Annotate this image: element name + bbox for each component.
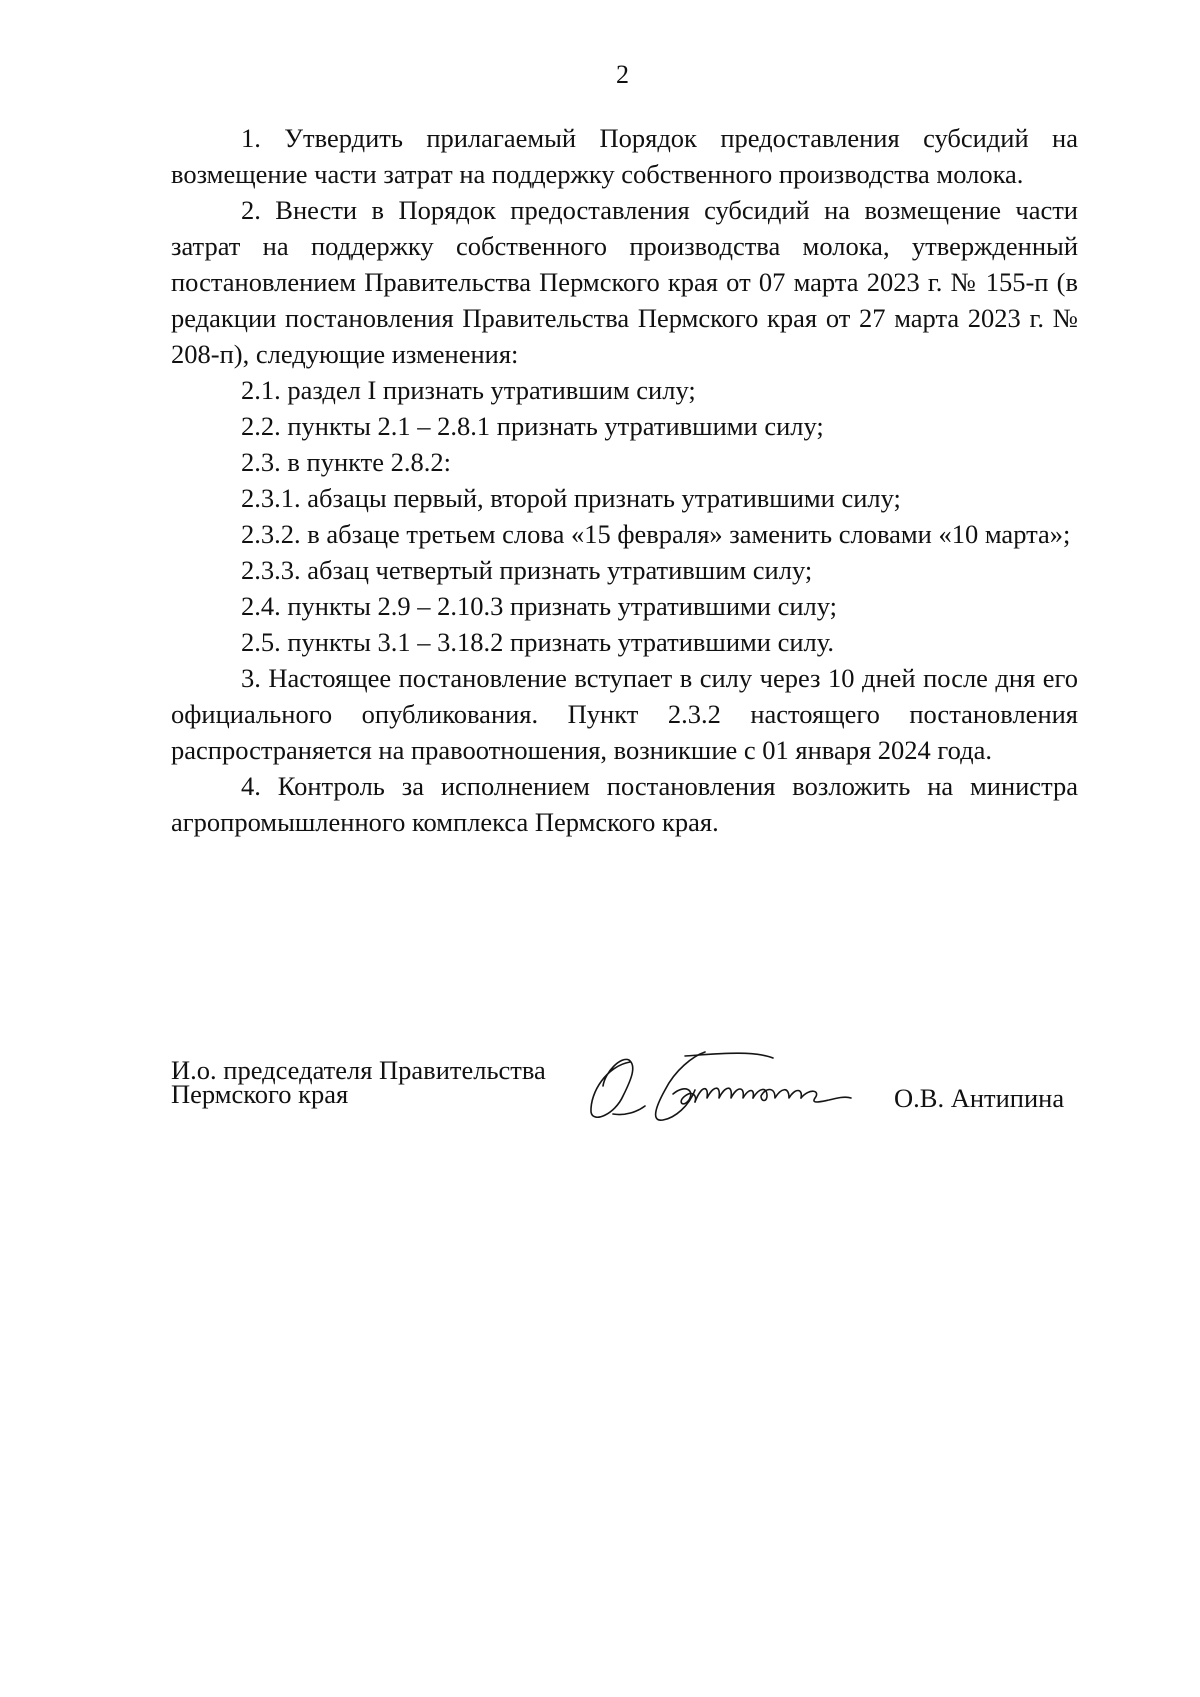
paragraph-2-5: 2.5. пункты 3.1 – 3.18.2 признать утратившими силу. (241, 627, 834, 657)
signatory-title (171, 1055, 546, 1109)
paragraph-2: 2. Внести в Порядок предоставления субсидий на возмещение части затрат на поддержку собственного производства молока, утвержденный постановлением Правительства Пермского края от 07 марта 2023 г. № 155-п (в редакции постановления Правительства Пермского края от 27 марта 2023 г. № 208-п), следующие изменения: (171, 195, 1078, 369)
paragraph-2-3-2: 2.3.2. в абзаце третьем слова «15 февраля» заменить словами «10 марта»; (241, 519, 1071, 549)
paragraph-1: 1. Утвердить прилагаемый Порядок предоставления субсидий на возмещение части затрат на поддержку собственного производства молока. (171, 123, 1078, 189)
paragraph-2-1: 2.1. раздел I признать утратившим силу; (241, 375, 696, 405)
paragraph-2-3: 2.3. в пункте 2.8.2: (241, 447, 451, 477)
signatory-name: О.В. Антипина (894, 1083, 1065, 1113)
paragraph-4: 4. Контроль за исполнением постановления возложить на министра агропромышленного комплекса Пермского края. (171, 771, 1078, 837)
signatory-title-line-2: Пермского края (171, 1079, 349, 1109)
paragraph-3: 3. Настоящее постановление вступает в силу через 10 дней после дня его официального опубликования. Пункт 2.3.2 настоящего постановления распространяется на правоотношения, возникшие с 01 января 2024 года. (171, 663, 1078, 765)
document-body (171, 120, 1078, 840)
paragraph-2-4: 2.4. пункты 2.9 – 2.10.3 признать утратившими силу; (241, 591, 838, 621)
handwritten-signature (585, 1050, 895, 1124)
page-number: 2 (616, 60, 629, 89)
paragraph-2-3-1: 2.3.1. абзацы первый, второй признать утратившими силу; (241, 483, 901, 513)
paragraph-2-3-3: 2.3.3. абзац четвертый признать утратившим силу; (241, 555, 813, 585)
paragraph-2-2: 2.2. пункты 2.1 – 2.8.1 признать утратившими силу; (241, 411, 824, 441)
signatory-title-line-1: И.о. председателя Правительства (171, 1055, 546, 1085)
